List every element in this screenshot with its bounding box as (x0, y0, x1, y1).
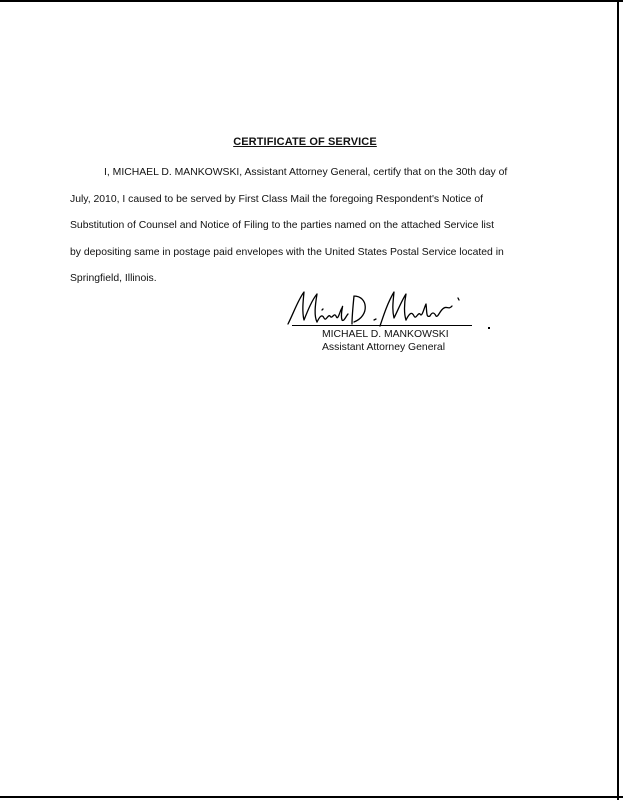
scan-border-right (617, 0, 619, 800)
scan-border-bottom (0, 796, 623, 798)
handwritten-signature (284, 288, 464, 330)
certificate-title: CERTIFICATE OF SERVICE (233, 136, 377, 148)
certificate-body (70, 160, 550, 293)
scan-border-top (0, 0, 623, 2)
scan-speck (488, 327, 490, 329)
body-line: by depositing same in postage paid envelopes with the United States Postal Service located in (70, 246, 504, 258)
body-line: July, 2010, I caused to be served by First Class Mail the foregoing Respondent's Notice of (70, 193, 484, 205)
body-line: Substitution of Counsel and Notice of Filing to the parties named on the attached Service list (70, 220, 494, 231)
signature-line (292, 325, 472, 326)
body-line: Springfield, Illinois. (70, 273, 157, 284)
body-line: I, MICHAEL D. MANKOWSKI, Assistant Attorney General, certify that on the 30th day of (104, 167, 508, 178)
signer-name: MICHAEL D. MANKOWSKI (322, 329, 449, 340)
signer-title: Assistant Attorney General (322, 342, 446, 353)
